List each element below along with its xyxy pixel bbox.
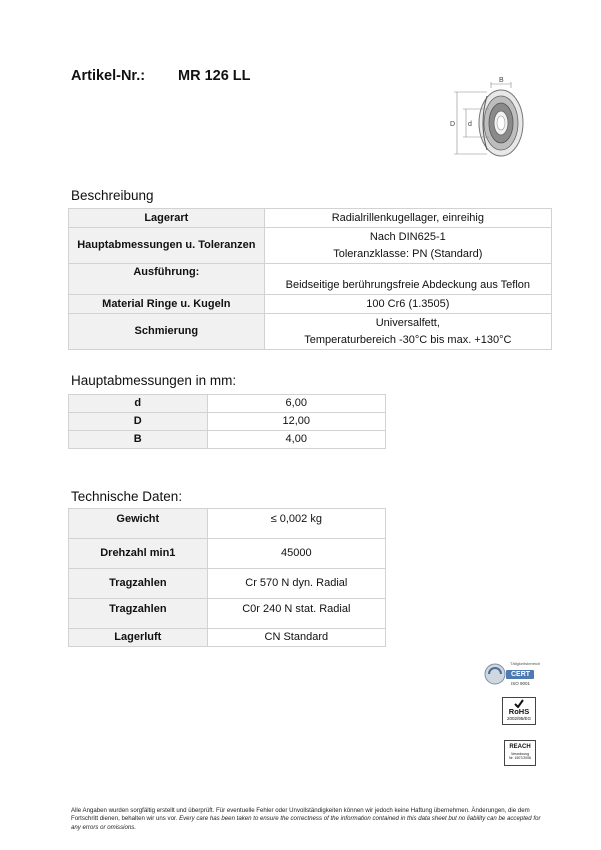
article-number-label: Artikel-Nr.: — [71, 68, 146, 84]
table-row — [69, 395, 386, 413]
reach-line2: Nr. 1907/2006 — [509, 756, 531, 760]
row-key: Hauptabmessungen u. Toleranzen — [69, 228, 265, 264]
row-value: ≤ 0,002 kg — [207, 509, 385, 539]
row-value: 4,00 — [207, 431, 385, 449]
section-title-technik: Technische Daten: — [71, 489, 183, 504]
cert-bottom-text: ISO 9001 — [511, 681, 531, 686]
row-value: 12,00 — [207, 413, 385, 431]
row-key: B — [69, 431, 208, 449]
row-key: Gewicht — [69, 509, 208, 539]
table-row — [69, 569, 386, 599]
reach-badge — [504, 740, 536, 766]
footer-english: Every care has been taken to ensure the correctness of the information contained in this data sheet but no liability can be accepted for any errors or omissions. — [71, 815, 541, 831]
row-key: Drehzahl min1 — [69, 539, 208, 569]
row-key: Schmierung — [69, 314, 265, 350]
cert-badge — [484, 659, 541, 689]
dim-label-D: D — [450, 121, 456, 128]
table-row — [69, 413, 386, 431]
table-row — [69, 314, 552, 350]
table-row — [69, 539, 386, 569]
row-value: Cr 570 N dyn. Radial — [207, 569, 385, 599]
table-row — [69, 295, 552, 314]
row-key: Lagerluft — [69, 629, 208, 647]
table-row — [69, 209, 552, 228]
row-value: Radialrillenkugellager, einreihig — [264, 209, 551, 228]
table-row — [69, 431, 386, 449]
footer-disclaimer — [71, 807, 551, 832]
row-key: Tragzahlen — [69, 569, 208, 599]
row-value: Nach DIN625-1 Toleranzklasse: PN (Standard) — [264, 228, 551, 264]
row-value: 45000 — [207, 539, 385, 569]
row-value: CN Standard — [207, 629, 385, 647]
cert-main-text: CERT — [511, 671, 531, 678]
row-key: d — [69, 395, 208, 413]
row-key: Tragzahlen — [69, 599, 208, 629]
row-key: D — [69, 413, 208, 431]
table-row — [69, 629, 386, 647]
section-title-abmessungen: Hauptabmessungen in mm: — [71, 373, 237, 388]
row-value: C0r 240 N stat. Radial — [207, 599, 385, 629]
rohs-badge — [502, 697, 536, 725]
reach-main-text: REACH — [509, 744, 531, 750]
cert-top-text: Tätigkeitsbereich — [510, 661, 541, 666]
footer-german: Alle Angaben wurden sorgfältig erstellt und überprüft. Für eventuelle Fehler oder Unvollständigkeiten können wir jedoch keine Haftung übernehmen. Änderungen, die dem Fortschritt dienen, behalten wir uns vor. — [71, 807, 530, 823]
bearing-outer-ring — [479, 90, 523, 156]
dim-label-B: B — [499, 77, 504, 84]
table-row — [69, 599, 386, 629]
row-key: Material Ringe u. Kugeln — [69, 295, 265, 314]
dimensions-table — [68, 394, 386, 449]
row-value: Universalfett, Temperaturbereich -30°C bis max. +130°C — [264, 314, 551, 350]
section-title-beschreibung: Beschreibung — [71, 188, 154, 203]
bearing-drawing — [449, 76, 535, 166]
table-row — [69, 228, 552, 264]
row-key: Ausführung: — [69, 264, 265, 295]
technical-data-table — [68, 508, 386, 647]
row-value: Beidseitige berührungsfreie Abdeckung aus Teflon — [264, 264, 551, 295]
rohs-main-text: RoHS — [508, 707, 530, 716]
description-table — [68, 208, 552, 350]
row-value: 100 Cr6 (1.3505) — [264, 295, 551, 314]
article-number-value: MR 126 LL — [178, 68, 251, 84]
reach-line1: Verordnung — [510, 752, 530, 756]
row-key: Lagerart — [69, 209, 265, 228]
dim-label-d: d — [468, 121, 472, 128]
table-row — [69, 509, 386, 539]
table-row — [69, 264, 552, 295]
rohs-bottom-text: 2002/95/EG — [506, 716, 532, 721]
row-value: 6,00 — [207, 395, 385, 413]
